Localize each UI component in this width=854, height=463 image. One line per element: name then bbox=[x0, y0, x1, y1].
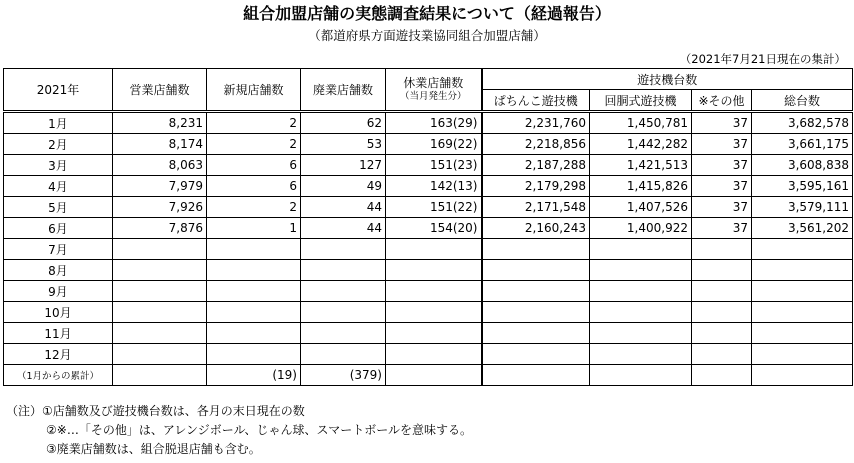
cell-suspended bbox=[386, 239, 482, 260]
cell-total bbox=[752, 302, 853, 323]
cell-total: 3,561,202 bbox=[752, 218, 853, 239]
cell-total: 3,608,838 bbox=[752, 155, 853, 176]
cell-slot bbox=[590, 302, 692, 323]
table-body bbox=[4, 112, 853, 386]
cell-closed bbox=[301, 281, 386, 302]
cell-pachinko bbox=[482, 239, 590, 260]
survey-table bbox=[3, 68, 853, 386]
cell-pachinko: 2,187,288 bbox=[482, 155, 590, 176]
note-1: （注）①店舗数及び遊技機台数は、各月の末日現在の数 bbox=[6, 404, 305, 418]
cell-new bbox=[207, 281, 301, 302]
cell-new bbox=[207, 302, 301, 323]
cell-pachinko bbox=[482, 281, 590, 302]
cell-operating: 7,876 bbox=[113, 218, 207, 239]
cell-closed bbox=[301, 302, 386, 323]
cell-pachinko bbox=[482, 365, 590, 386]
cell-other bbox=[692, 239, 752, 260]
cell-operating bbox=[113, 344, 207, 365]
cell-slot: 1,442,282 bbox=[590, 134, 692, 155]
cell-slot: 1,421,513 bbox=[590, 155, 692, 176]
cell-slot bbox=[590, 239, 692, 260]
page-title: 組合加盟店舗の実態調査結果について（経過報告） bbox=[243, 4, 611, 23]
cell-closed: 127 bbox=[301, 155, 386, 176]
table-row bbox=[4, 344, 853, 365]
cell-pachinko: 2,231,760 bbox=[482, 112, 590, 134]
note-2: ②※…「その他」は、アレンジボール、じゃん球、スマートボールを意味する。 bbox=[46, 423, 473, 437]
as-of-date: （2021年7月21日現在の集計） bbox=[679, 52, 846, 66]
cell-month: 1月 bbox=[4, 112, 113, 134]
cell-other bbox=[692, 260, 752, 281]
header-total: 総台数 bbox=[752, 90, 853, 112]
cell-total: 3,579,111 bbox=[752, 197, 853, 218]
cell-operating bbox=[113, 239, 207, 260]
cell-operating: 8,063 bbox=[113, 155, 207, 176]
cell-slot: 1,415,826 bbox=[590, 176, 692, 197]
cell-total: 3,661,175 bbox=[752, 134, 853, 155]
header-pachinko: ぱちんこ遊技機 bbox=[482, 90, 590, 112]
table-row bbox=[4, 155, 853, 176]
cell-operating: 8,174 bbox=[113, 134, 207, 155]
cell-slot bbox=[590, 281, 692, 302]
header-machines: 遊技機台数 bbox=[482, 69, 853, 90]
cell-suspended: 163(29) bbox=[386, 112, 482, 134]
cell-total bbox=[752, 365, 853, 386]
table-row bbox=[4, 323, 853, 344]
cell-suspended: 151(23) bbox=[386, 155, 482, 176]
cell-pachinko: 2,171,548 bbox=[482, 197, 590, 218]
cell-suspended bbox=[386, 260, 482, 281]
cell-other bbox=[692, 365, 752, 386]
cell-other: 37 bbox=[692, 176, 752, 197]
header-suspended bbox=[386, 69, 482, 112]
cell-operating bbox=[113, 302, 207, 323]
table-row bbox=[4, 281, 853, 302]
table-row bbox=[4, 218, 853, 239]
header-suspended-label: 休業店舗数 bbox=[403, 75, 464, 90]
table-row bbox=[4, 176, 853, 197]
table-row bbox=[4, 134, 853, 155]
cell-suspended: 154(20) bbox=[386, 218, 482, 239]
cell-operating: 8,231 bbox=[113, 112, 207, 134]
page-subtitle: （都道府県方面遊技業協同組合加盟店舗） bbox=[308, 28, 546, 43]
cell-month: 12月 bbox=[4, 344, 113, 365]
cell-new: 6 bbox=[207, 176, 301, 197]
cell-total bbox=[752, 239, 853, 260]
cell-slot: 1,407,526 bbox=[590, 197, 692, 218]
cell-total bbox=[752, 260, 853, 281]
cell-total: 3,595,161 bbox=[752, 176, 853, 197]
cell-month: 4月 bbox=[4, 176, 113, 197]
header-year: 2021年 bbox=[4, 69, 113, 112]
cell-closed: 44 bbox=[301, 218, 386, 239]
cell-other: 37 bbox=[692, 155, 752, 176]
cell-pachinko: 2,179,298 bbox=[482, 176, 590, 197]
cell-month: 10月 bbox=[4, 302, 113, 323]
cell-slot bbox=[590, 260, 692, 281]
cumulative-new: (19) bbox=[207, 365, 301, 386]
cell-total: 3,682,578 bbox=[752, 112, 853, 134]
cell-new: 2 bbox=[207, 112, 301, 134]
cell-operating: 7,979 bbox=[113, 176, 207, 197]
cell-operating bbox=[113, 260, 207, 281]
cell-month: 3月 bbox=[4, 155, 113, 176]
cell-new bbox=[207, 260, 301, 281]
header-slot: 回胴式遊技機 bbox=[590, 90, 692, 112]
header-other: ※その他 bbox=[692, 90, 752, 112]
cell-closed: 62 bbox=[301, 112, 386, 134]
cell-slot bbox=[590, 323, 692, 344]
cell-suspended: 151(22) bbox=[386, 197, 482, 218]
cell-suspended bbox=[386, 302, 482, 323]
header-new: 新規店舗数 bbox=[207, 69, 301, 112]
cell-month: 11月 bbox=[4, 323, 113, 344]
cell-suspended: 142(13) bbox=[386, 176, 482, 197]
cell-closed bbox=[301, 260, 386, 281]
cell-month: 8月 bbox=[4, 260, 113, 281]
cell-closed: 53 bbox=[301, 134, 386, 155]
cell-pachinko bbox=[482, 302, 590, 323]
cell-other: 37 bbox=[692, 218, 752, 239]
cell-slot: 1,400,922 bbox=[590, 218, 692, 239]
cell-pachinko bbox=[482, 260, 590, 281]
cell-total bbox=[752, 281, 853, 302]
cell-other: 37 bbox=[692, 112, 752, 134]
cell-month: 5月 bbox=[4, 197, 113, 218]
cell-closed: 49 bbox=[301, 176, 386, 197]
cell-pachinko bbox=[482, 323, 590, 344]
cell-other: 37 bbox=[692, 197, 752, 218]
cell-closed bbox=[301, 344, 386, 365]
cell-operating bbox=[113, 281, 207, 302]
cell-new: 2 bbox=[207, 197, 301, 218]
cell-new: 6 bbox=[207, 155, 301, 176]
cell-slot bbox=[590, 365, 692, 386]
cell-suspended bbox=[386, 281, 482, 302]
table-row bbox=[4, 302, 853, 323]
cell-pachinko: 2,160,243 bbox=[482, 218, 590, 239]
cell-new: 2 bbox=[207, 134, 301, 155]
cell-total bbox=[752, 344, 853, 365]
cell-closed: 44 bbox=[301, 197, 386, 218]
table-row bbox=[4, 197, 853, 218]
cell-pachinko bbox=[482, 344, 590, 365]
cell-other bbox=[692, 323, 752, 344]
cell-slot: 1,450,781 bbox=[590, 112, 692, 134]
note-3: ③廃業店舗数は、組合脱退店舗も含む。 bbox=[46, 442, 261, 456]
header-suspended-sub: （当月発生分） bbox=[399, 90, 467, 102]
cell-month: 6月 bbox=[4, 218, 113, 239]
cell-suspended bbox=[386, 344, 482, 365]
cell-other bbox=[692, 281, 752, 302]
cell-month: 9月 bbox=[4, 281, 113, 302]
cell-other: 37 bbox=[692, 134, 752, 155]
table-row bbox=[4, 112, 853, 134]
cell-suspended bbox=[386, 365, 482, 386]
cumulative-row bbox=[4, 365, 853, 386]
header-closed: 廃業店舗数 bbox=[301, 69, 386, 112]
notes bbox=[6, 402, 472, 459]
cell-closed bbox=[301, 239, 386, 260]
cell-operating: 7,926 bbox=[113, 197, 207, 218]
cell-other bbox=[692, 344, 752, 365]
cell-operating bbox=[113, 323, 207, 344]
cell-new bbox=[207, 344, 301, 365]
header-operating: 営業店舗数 bbox=[113, 69, 207, 112]
cell-pachinko: 2,218,856 bbox=[482, 134, 590, 155]
cell-other bbox=[692, 302, 752, 323]
cell-new: 1 bbox=[207, 218, 301, 239]
cell-suspended bbox=[386, 323, 482, 344]
cell-total bbox=[752, 323, 853, 344]
cell-closed bbox=[301, 323, 386, 344]
table-row bbox=[4, 239, 853, 260]
cumulative-closed: (379) bbox=[301, 365, 386, 386]
cell-new bbox=[207, 323, 301, 344]
cell-month: 7月 bbox=[4, 239, 113, 260]
cumulative-label: （1月からの累計） bbox=[4, 365, 113, 386]
cell-suspended: 169(22) bbox=[386, 134, 482, 155]
cell-new bbox=[207, 239, 301, 260]
cell-month: 2月 bbox=[4, 134, 113, 155]
cell-operating bbox=[113, 365, 207, 386]
table-row bbox=[4, 260, 853, 281]
cell-slot bbox=[590, 344, 692, 365]
